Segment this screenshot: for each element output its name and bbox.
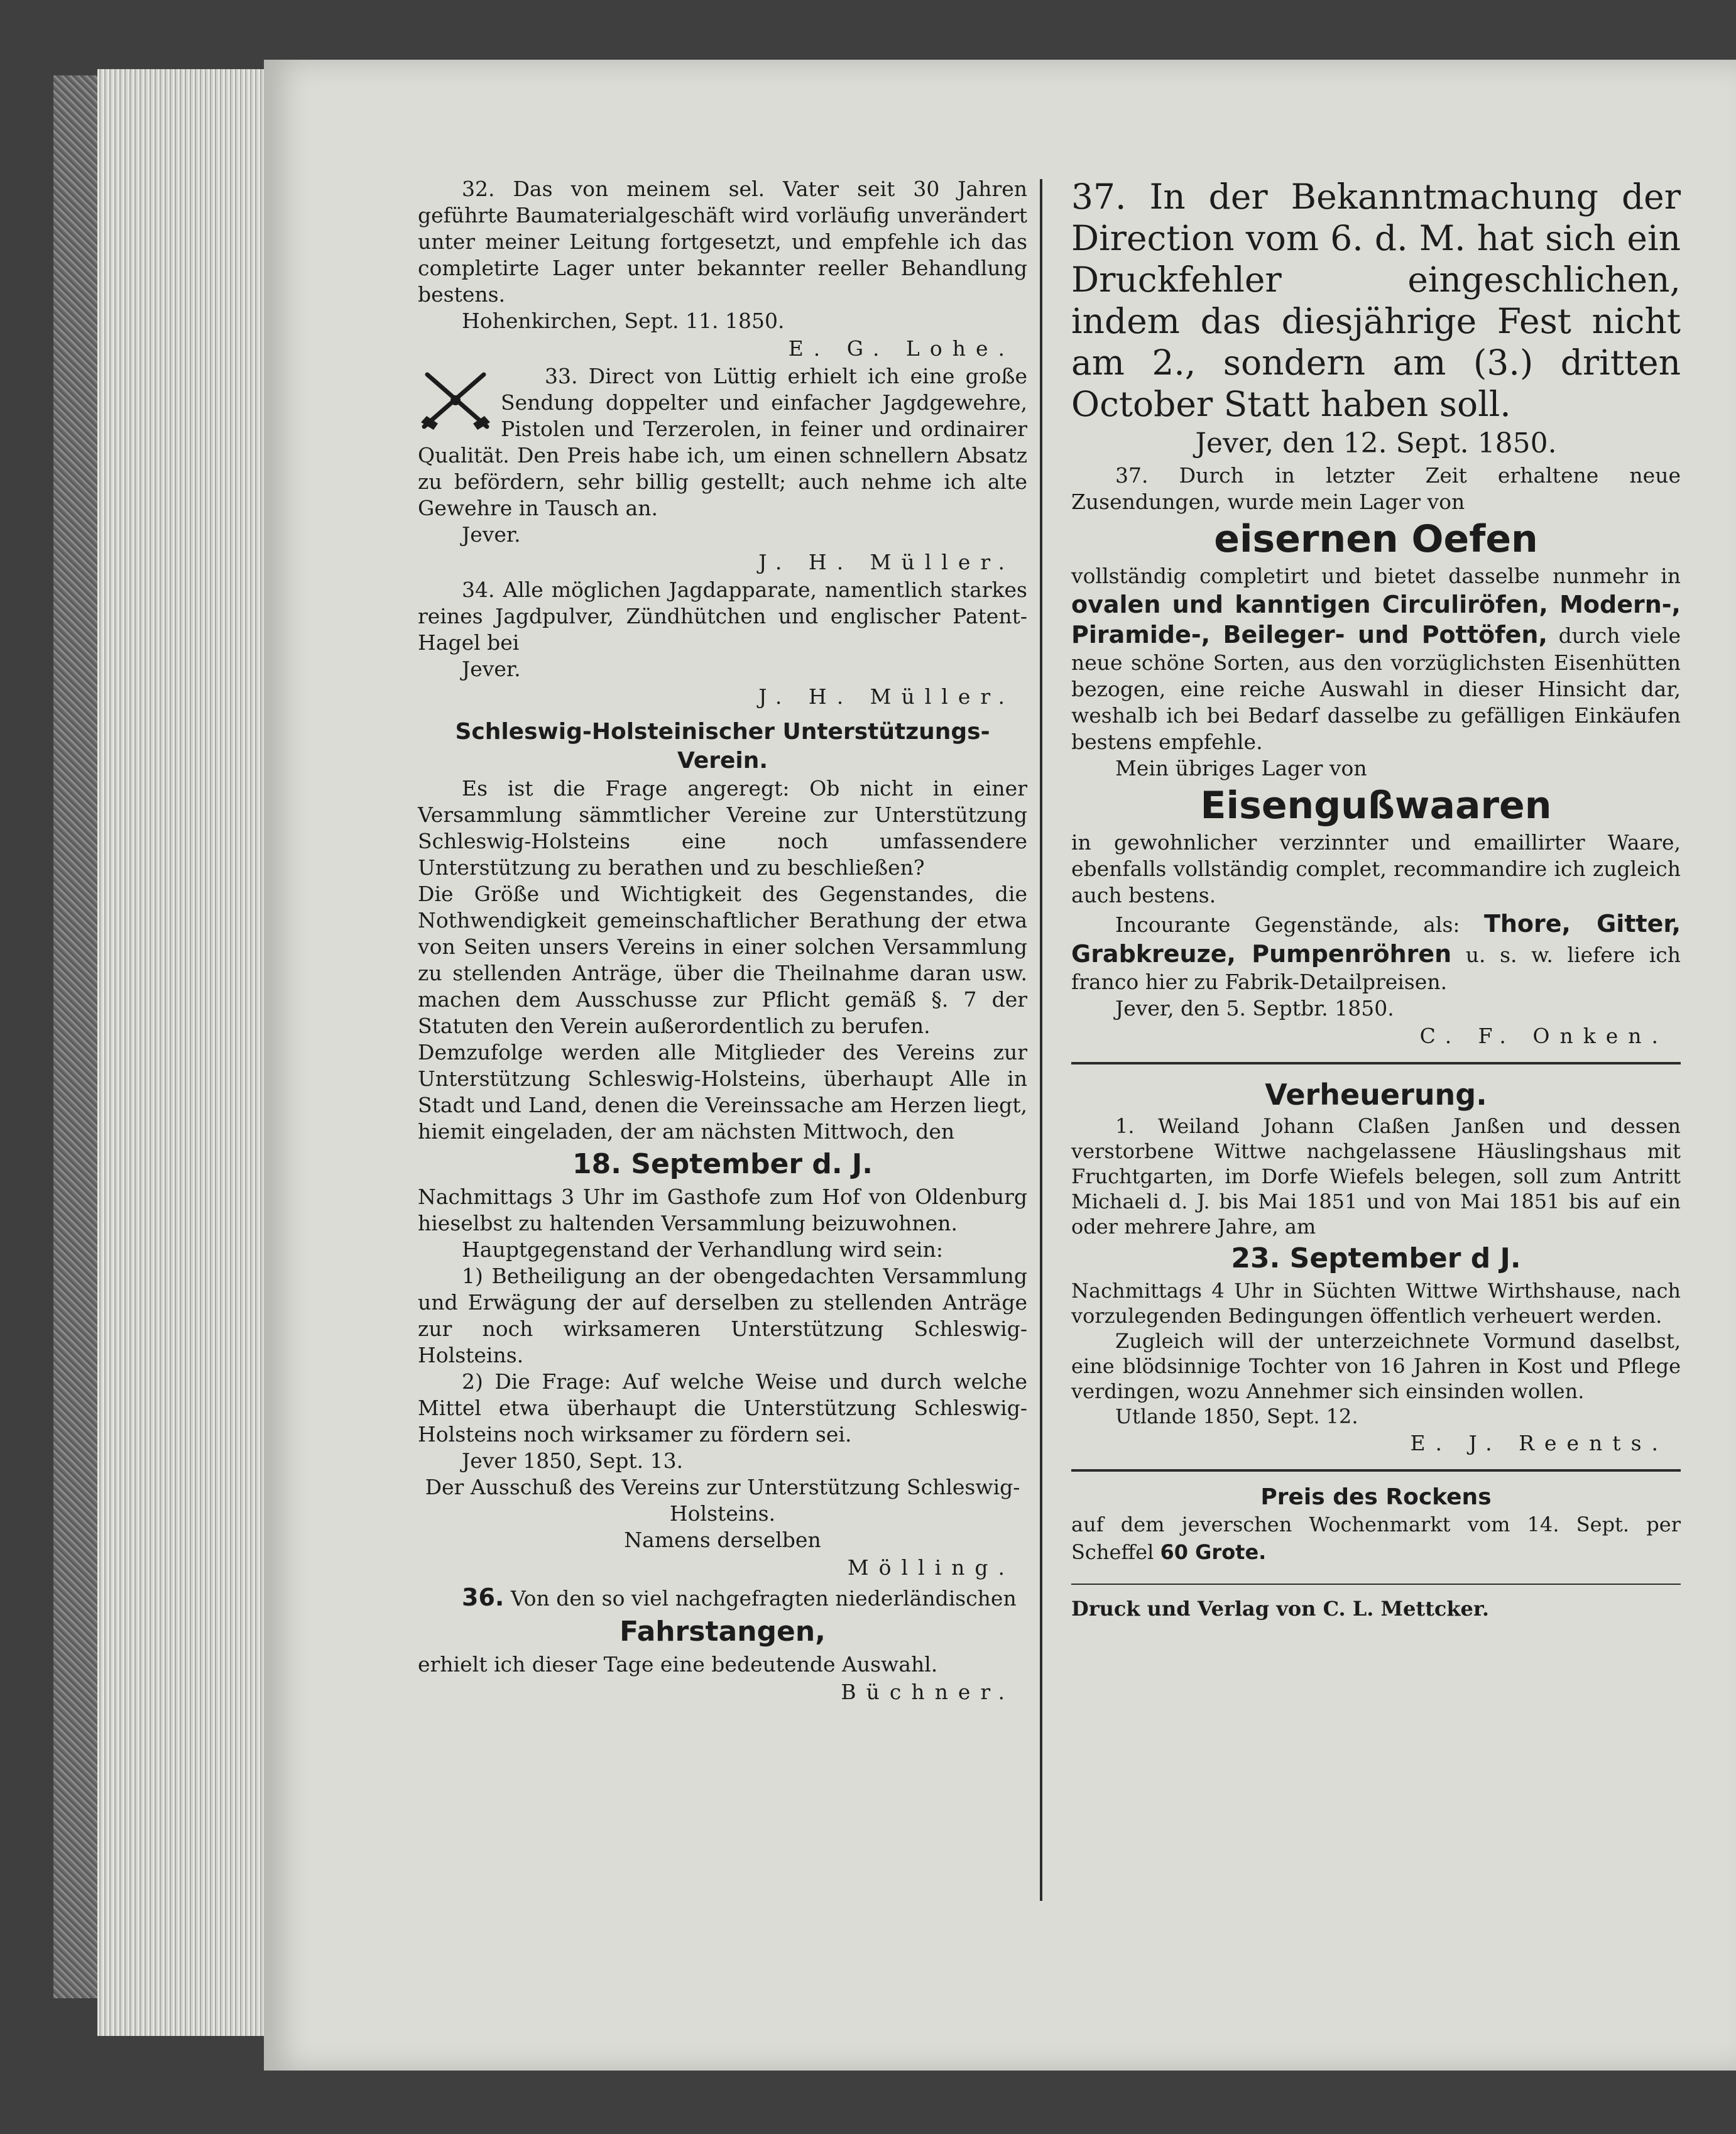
verein-p4: Nachmittags 3 Uhr im Gasthofe zum Hof von Oldenburg hieselbst zu haltenden Versammlung beizuwohnen.: [418, 1185, 1027, 1235]
rocken-text: auf dem jeverschen Wochenmarkt vom 14. Sept. per Scheffel: [1071, 1513, 1681, 1564]
ad-37b-place-date: Jever, den 5. Septbr. 1850.: [1115, 996, 1394, 1020]
ad-33-signature: J. H. Müller.: [758, 550, 1015, 574]
verheuerung-date: 23. September d J.: [1231, 1242, 1521, 1274]
ad-37-oefen: [1071, 462, 1681, 1051]
ad-33-place: Jever.: [462, 522, 521, 547]
ad-37a-text: 37. In der Bekanntmachung der Direction vom 6. d. M. hat sich ein Druckfehler eingeschlichen, indem das diesjährige Fest nicht am 2., sondern am (3.) dritten October Statt haben soll.: [1071, 177, 1681, 424]
ad-37b-text-4b: u. s. w. liefere ich franco hier zu Fabrik-Detailpreisen.: [1071, 943, 1681, 994]
page-edges: [97, 69, 280, 2036]
verein-heading: Schleswig-Holsteinischer Unterstützungs-Verein.: [455, 719, 990, 774]
ad-37b-signature: C. F. Onken.: [1419, 1024, 1668, 1048]
ad-36-text-2: erhielt ich dieser Tage eine bedeutende Auswahl.: [418, 1652, 938, 1677]
ad-33: [418, 363, 1027, 577]
ad-32-signature: E. G. Lohe.: [788, 336, 1015, 361]
verein-signature: Mölling.: [847, 1555, 1015, 1580]
verein-p5: Hauptgegenstand der Verhandlung wird sein:: [462, 1237, 943, 1262]
ad-37-correction: [1071, 176, 1681, 462]
ad-34: [418, 577, 1027, 711]
verheuerung-notice: [1071, 1076, 1681, 1458]
ad-36-number: 36.: [462, 1584, 505, 1611]
crossed-rifles-icon: [418, 367, 493, 433]
ad-37b-text-3: in gewohnlicher verzinnter und emaillirter Waare, ebenfalls vollständig complet, recommandire ich zugleich auch bestens.: [1071, 830, 1681, 907]
verein-item-1: 1) Betheiligung an der obengedachten Versammlung und Erwägung der auf derselben zu stellenden Anträge zur noch wirksameren Unterstützung Schleswig-Holsteins.: [418, 1264, 1027, 1367]
verein-item-2: 2) Die Frage: Auf welche Weise und durch welche Mittel etwa überhaupt die Unterstützung Schleswig-Holsteins noch wirksamer zu fördern sei.: [418, 1369, 1027, 1447]
ad-37b-intro: 37. Durch in letzter Zeit erhaltene neue Zusendungen, wurde mein Lager von: [1071, 463, 1681, 514]
rule-3: [1071, 1584, 1681, 1585]
ad-37a-place-date: Jever, den 12. Sept. 1850.: [1195, 427, 1557, 459]
left-column: [418, 176, 1027, 1707]
ad-34-place: Jever.: [462, 657, 521, 681]
ad-37b-text-2: Mein übriges Lager von: [1115, 756, 1367, 780]
verein-date: 18. September d. J.: [572, 1148, 873, 1180]
ad-36-text: Von den so viel nachgefragten niederländischen: [510, 1586, 1017, 1611]
verein-p2: Die Größe und Wichtigkeit des Gegenstandes, die Nothwendigkeit gemeinschaftlicher Berathung der etwa von Seiten unsers Vereins in einer solchen Versammlung zu stellenden Anträge, über die Theilnahme daran usw. machen dem Ausschusse zur Pflicht gemäß §. 7 der Statuten den Verein außerordentlich zu berufen.: [418, 882, 1027, 1038]
ad-37b-text-4a: Incourante Gegenstände, als:: [1115, 912, 1460, 937]
verein-place-date: Jever 1850, Sept. 13.: [462, 1448, 684, 1473]
ad-36: [418, 1582, 1027, 1707]
verein-committee: Der Ausschuß des Vereins zur Unterstützung Schleswig-Holsteins.: [425, 1475, 1020, 1526]
rocken-heading: Preis des Rockens: [1260, 1484, 1492, 1510]
rule-1: [1071, 1062, 1681, 1064]
rule-2: [1071, 1469, 1681, 1472]
ad-37b-product-2: Eisengußwaaren: [1200, 784, 1552, 828]
imprint: Druck und Verlag von C. L. Mettcker.: [1071, 1597, 1489, 1621]
ad-37b-text-1a: vollständig completirt und bietet dasselbe nunmehr in: [1071, 564, 1681, 588]
ad-37b-text-1b: durch viele neue schöne Sorten, aus den vorzüglichsten Eisenhütten bezogen, eine reiche Auswahl in dieser Hinsicht dar, weshalb ich bei Bedarf dasselbe zu gefälligen Einkäufen bestens empfehle.: [1071, 623, 1681, 754]
verein-p1: Es ist die Frage angeregt: Ob nicht in einer Versammlung sämmtlicher Vereine zur Unterstützung Schleswig-Holsteins eine noch umfassendere Unterstützung zu berathen und zu beschließen?: [418, 776, 1027, 880]
verein-p3: Demzufolge werden alle Mitglieder des Vereins zur Unterstützung Schleswig-Holsteins, überhaupt Alle in Stadt und Land, denen die Vereinssache am Herzen liegt, hiemit eingeladen, der am nächsten Mittwoch, den: [418, 1040, 1027, 1144]
verein-notice: [418, 718, 1027, 1582]
ad-32-place-date: Hohenkirchen, Sept. 11. 1850.: [462, 309, 785, 333]
verheuerung-p2: Nachmittags 4 Uhr in Süchten Wittwe Wirthshause, nach vorzulegenden Bedingungen öffentlich verheuert werden.: [1071, 1279, 1681, 1328]
verheuerung-place-date: Utlande 1850, Sept. 12.: [1115, 1404, 1358, 1428]
verheuerung-p3: Zugleich will der unterzeichnete Vormund daselbst, eine blödsinnige Tochter von 16 Jahren in Kost und Pflege verdingen, wozu Annehmer sich einsinden wollen.: [1071, 1329, 1681, 1403]
verheuerung-signature: E. J. Reents.: [1410, 1431, 1668, 1455]
column-divider: [1040, 179, 1042, 1901]
ad-32: [418, 176, 1027, 363]
verheuerung-p1: 1. Weiland Johann Claßen Janßen und dessen verstorbene Wittwe nachgelassene Häuslingshaus mit Fruchtgarten, im Dorfe Wiefels belegen, soll zum Antritt Michaeli d. J. bis Mai 1851 und von Mai 1851 bis auf ein oder mehrere Jahre, am: [1071, 1114, 1681, 1239]
ad-36-product: Fahrstangen,: [620, 1616, 826, 1648]
ad-37b-text-4-bold: Thore, Gitter, Grabkreuze, Pumpenröhren: [1071, 910, 1681, 968]
rocken-price: 60 Grote.: [1160, 1540, 1267, 1564]
rocken-notice: [1071, 1483, 1681, 1567]
ad-37b-product-1: eisernen Oefen: [1214, 517, 1538, 561]
ad-37b-bold-items: ovalen und kanntigen Circuliröfen, Modern-, Piramide-, Beileger- und Pottöfen,: [1071, 591, 1681, 648]
ad-34-text: 34. Alle möglichen Jagdapparate, namentlich starkes reines Jagdpulver, Zündhütchen und englischer Patent-Hagel bei: [418, 577, 1027, 655]
ad-32-text: 32. Das von meinem sel. Vater seit 30 Jahren geführte Baumaterialgeschäft wird vorläufig unverändert unter meiner Leitung fortgesetzt, und empfehle ich das completirte Lager unter bekannter reeller Behandlung bestens.: [418, 177, 1027, 307]
ad-33-text: 33. Direct von Lüttig erhielt ich eine große Sendung doppelter und einfacher Jagdgewehre, Pistolen und Terzerolen, in feiner und ordinairer Qualität. Den Preis habe ich, um einen schnellern Absatz zu befördern, sehr billig gestellt; auch nehme ich alte Gewehre in Tausch an.: [418, 364, 1027, 520]
ad-36-signature: Büchner.: [841, 1680, 1015, 1704]
verein-namens: Namens derselben: [624, 1528, 821, 1552]
right-column: [1071, 176, 1681, 1621]
ad-34-signature: J. H. Müller.: [758, 684, 1015, 709]
verheuerung-heading: Verheuerung.: [1265, 1078, 1487, 1112]
